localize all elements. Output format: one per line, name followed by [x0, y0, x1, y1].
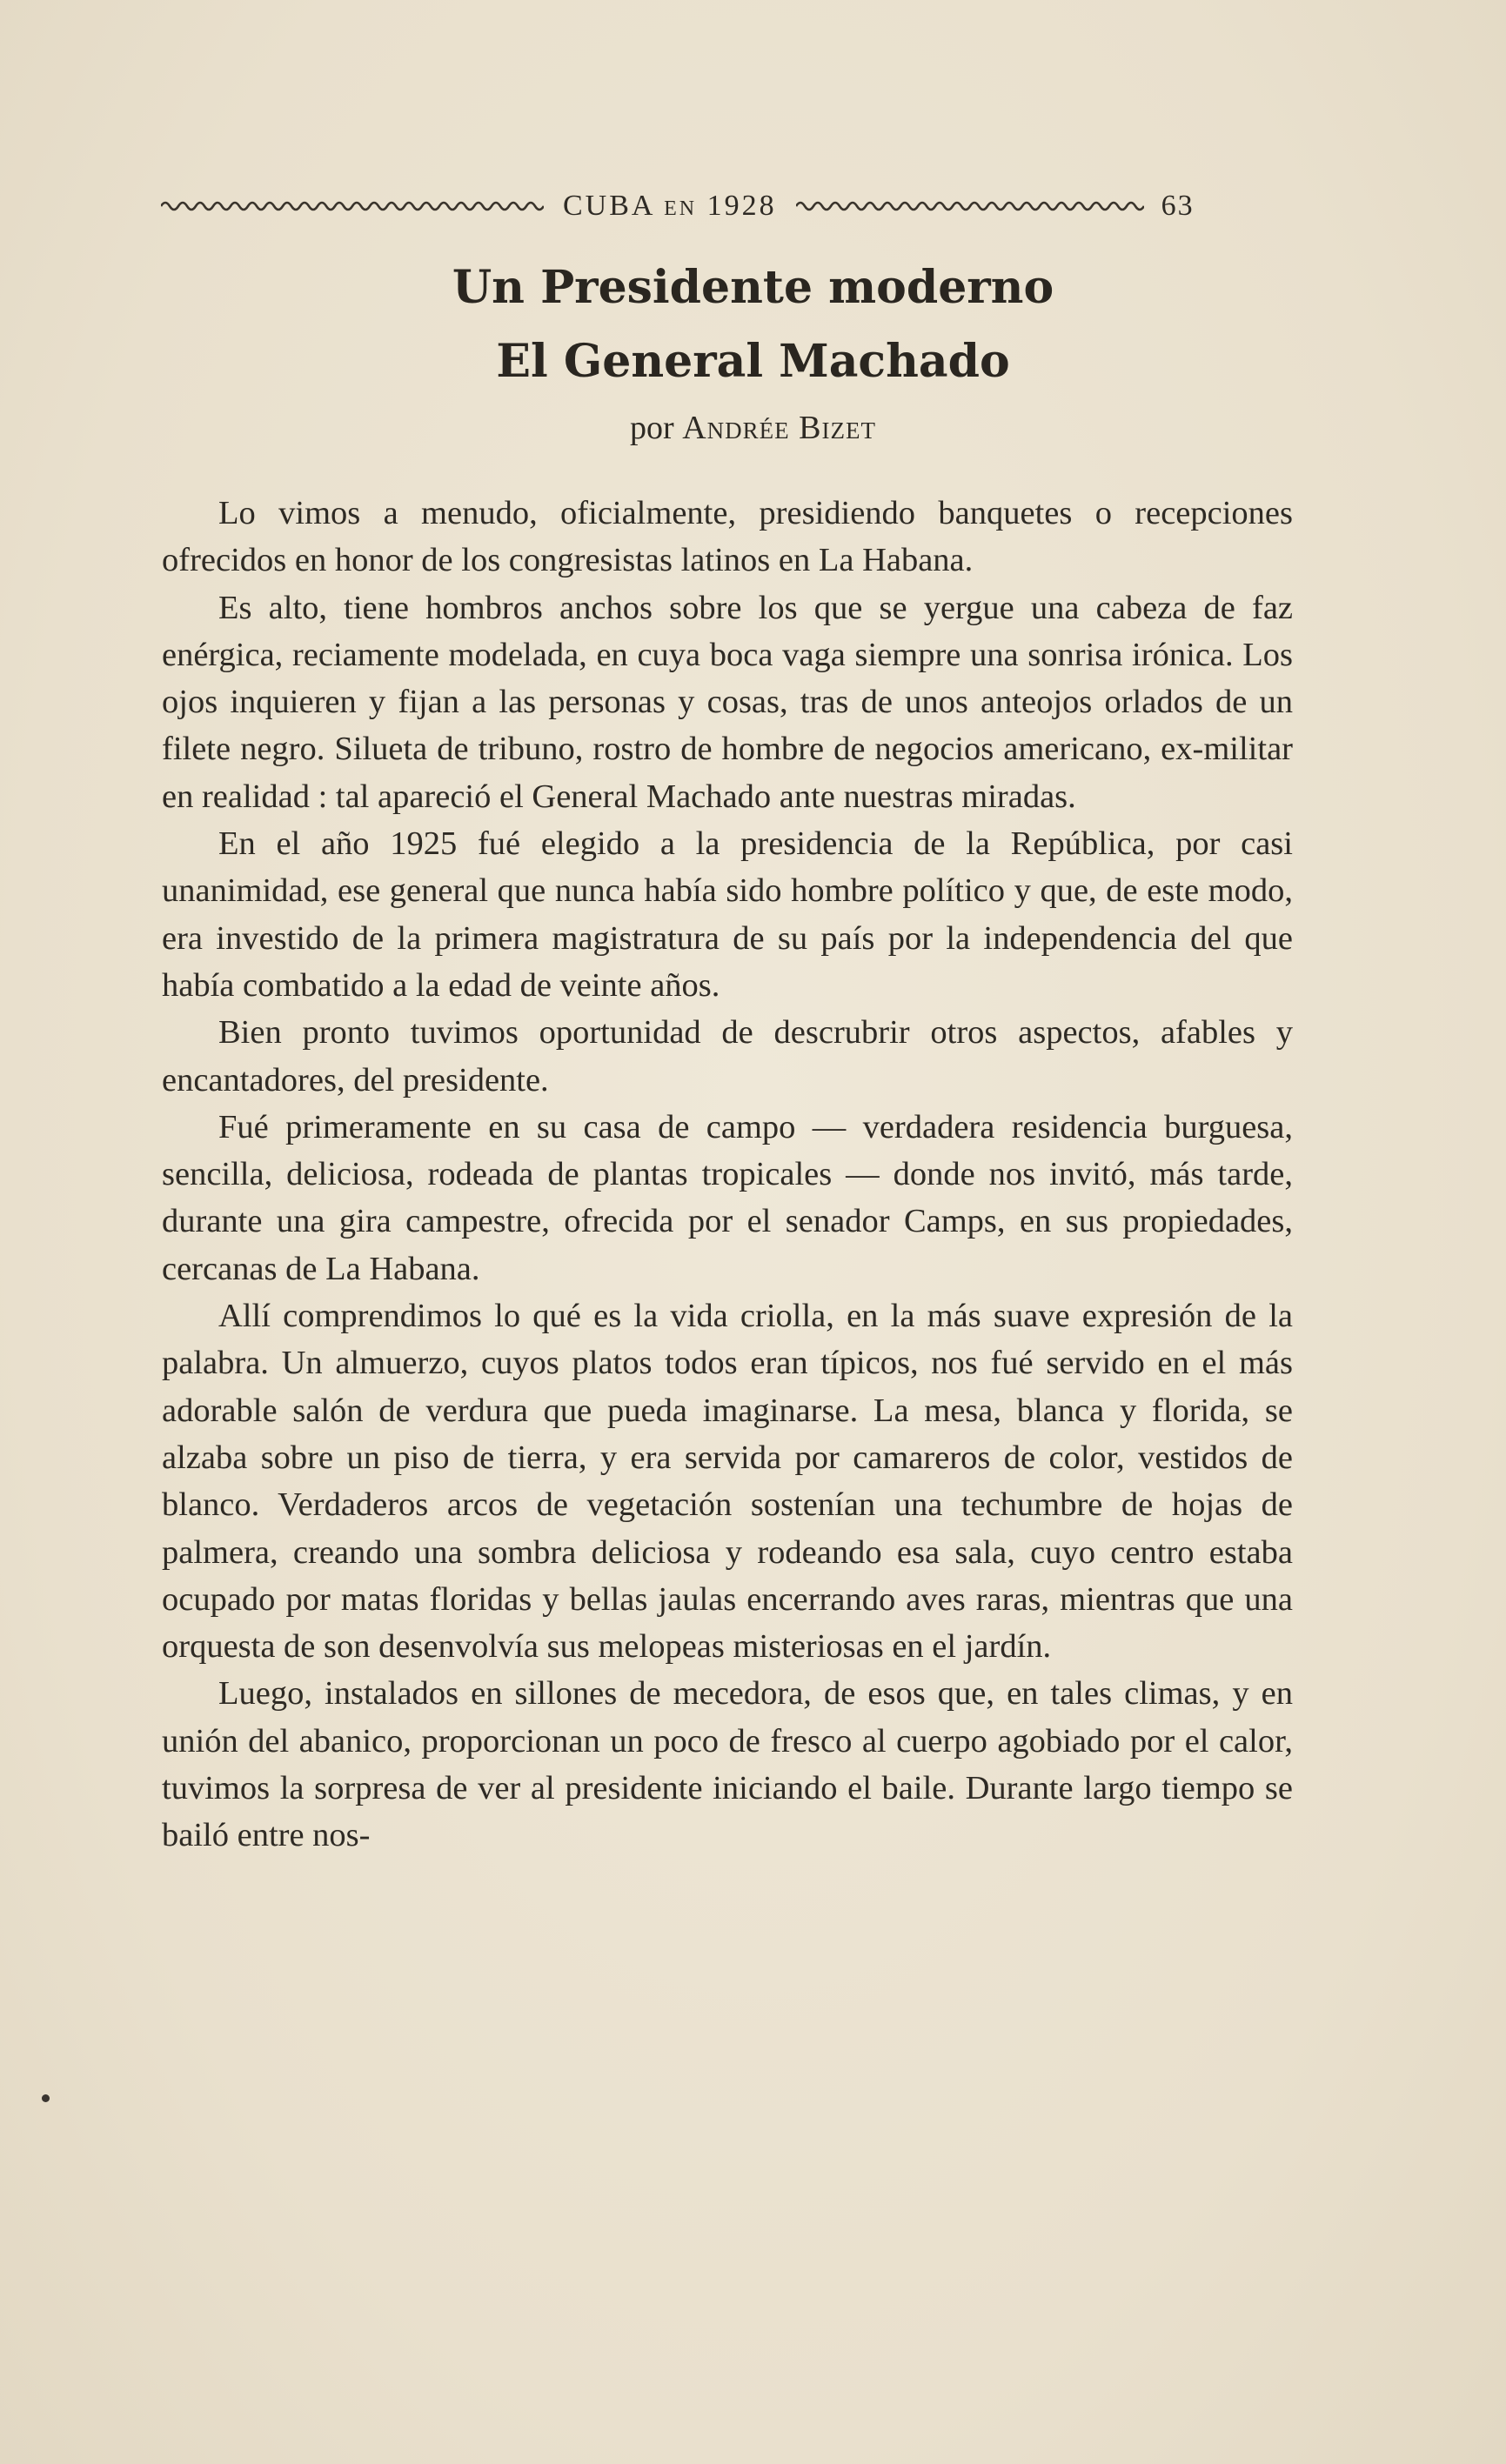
paragraph-3: En el año 1925 fué elegido a la presidencia de la República, por casi unanimidad, ese general que nunca había sido hombre político y que, de este modo, era investido de la primera magistratura de su país por la independencia del que había combatido a la edad de veinte años.	[162, 825, 1293, 1004]
paragraph-7: Luego, instalados en sillones de mecedora, de esos que, en tales climas, y en unión del abanico, proporcionan un poco de fresco al cuerpo agobiado por el calor, tuvimos la sorpresa de ver al presidente iniciando el baile. Durante largo tiempo se bailó entre nos-	[162, 1675, 1293, 1854]
page-number: 63	[1161, 190, 1195, 222]
article-title-line-2: El General Machado	[496, 335, 1010, 388]
paragraph-6: Allí comprendimos lo qué es la vida criolla, en la más suave expresión de la palabra. Un almuerzo, cuyos platos todos eran típicos, nos fué servido en el más adorable salón de verdura que pueda imaginarse. La mesa, blanca y florida, se alzaba sobre un piso de tierra, y era servida por camareros de color, vestidos de blanco. Verdaderos arcos de vegetación sostenían una techumbre de hojas de palmera, creando una sombra deliciosa y rodeando esa sala, cuyo centro estaba ocupado por matas floridas y bellas jaulas encerrando aves raras, mientras que una orquesta de son desenvolvía sus melopeas misteriosas en el jardín.	[162, 1298, 1293, 1666]
paragraph-5: Fué primeramente en su casa de campo — verdadera residencia burguesa, sencilla, deliciosa, rodeada de plantas tropicales — donde nos invitó, más tarde, durante una gira campestre, ofrecida por el senador Camps, en sus propiedades, cercanas de La Habana.	[162, 1108, 1293, 1287]
journal-title: CUBA EN 1928	[563, 190, 777, 222]
byline	[0, 409, 1506, 447]
author-name: Andrée Bizet	[682, 410, 876, 446]
byline-prefix: por	[630, 410, 674, 446]
article-title-line-1: Un Presidente moderno	[452, 261, 1054, 314]
ink-speck	[42, 2094, 50, 2102]
paragraph-2: Es alto, tiene hombros anchos sobre los que se yergue una cabeza de faz enérgica, reciamente modelada, en cuya boca vaga siempre una sonrisa irónica. Los ojos inquieren y fijan a las personas y cosas, tras de unos anteojos orlados de un filete negro. Silueta de tribuno, rostro de hombre de negocios americano, ex-militar en realidad : tal apareció el General Machado ante nuestras miradas.	[162, 589, 1293, 815]
paragraph-4: Bien pronto tuvimos oportunidad de descrubrir otros aspectos, afables y encantadores, del presidente.	[162, 1014, 1293, 1098]
paragraph-1: Lo vimos a menudo, oficialmente, presidiendo banquetes o recepciones ofrecidos en honor de los congresistas latinos en La Habana.	[162, 495, 1293, 579]
running-head	[161, 184, 1292, 228]
wavy-rule-right-icon	[796, 199, 1144, 213]
article-body	[162, 490, 1293, 1860]
wavy-rule-left-icon	[161, 199, 544, 213]
